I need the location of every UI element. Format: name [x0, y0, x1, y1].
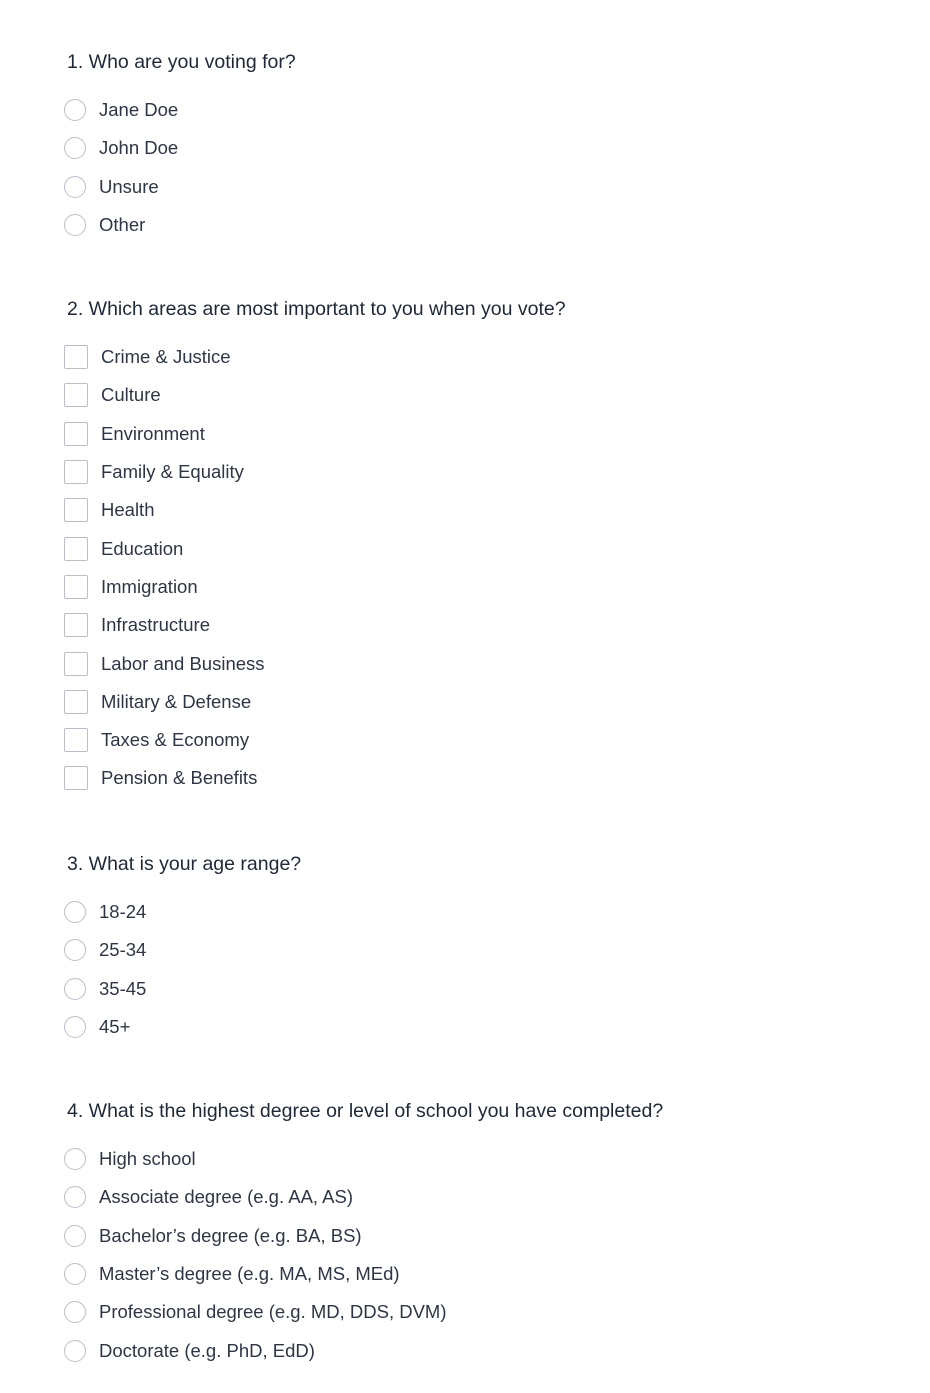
checkbox[interactable] [64, 537, 88, 561]
radio-button[interactable] [64, 901, 86, 923]
radio-button[interactable] [64, 214, 86, 236]
option-professional-degree[interactable] [64, 1293, 884, 1331]
option-label: Doctorate (e.g. PhD, EdD) [99, 1339, 315, 1361]
option-unsure[interactable] [64, 168, 884, 206]
option-label: High school [99, 1148, 196, 1170]
radio-button[interactable] [64, 978, 86, 1000]
radio-button[interactable] [64, 176, 86, 198]
option-label: Crime & Justice [101, 346, 231, 368]
question-title: 4. What is the highest degree or level of school you have completed? [67, 1100, 664, 1122]
option-military-defense[interactable] [64, 683, 884, 721]
option-label: Military & Defense [101, 690, 252, 712]
checkbox[interactable] [64, 422, 88, 446]
option-education[interactable] [64, 529, 884, 567]
option-crime-justice[interactable] [64, 338, 884, 376]
option-25-34[interactable] [64, 931, 884, 969]
option-label: Environment [101, 422, 205, 444]
radio-group [64, 893, 884, 1046]
option-label: Associate degree (e.g. AA, AS) [99, 1186, 354, 1208]
option-health[interactable] [64, 491, 884, 529]
option-label: Jane Doe [99, 99, 179, 121]
checkbox[interactable] [64, 460, 88, 484]
option-john-doe[interactable] [64, 129, 884, 167]
option-label: Other [99, 214, 146, 236]
radio-button[interactable] [64, 939, 86, 961]
option-label: Family & Equality [101, 461, 244, 483]
option-label: 35-45 [99, 977, 147, 999]
option-doctorate[interactable] [64, 1331, 884, 1369]
option-label: Education [101, 537, 184, 559]
radio-button[interactable] [64, 1263, 86, 1285]
option-associate-degree[interactable] [64, 1178, 884, 1216]
option-immigration[interactable] [64, 568, 884, 606]
option-label: Master’s degree (e.g. MA, MS, MEd) [99, 1263, 400, 1285]
option-label: Unsure [99, 175, 159, 197]
option-bachelors-degree[interactable] [64, 1217, 884, 1255]
checkbox[interactable] [64, 766, 88, 790]
option-environment[interactable] [64, 415, 884, 453]
checkbox[interactable] [64, 613, 88, 637]
option-masters-degree[interactable] [64, 1255, 884, 1293]
option-family-equality[interactable] [64, 453, 884, 491]
option-pension-benefits[interactable] [64, 759, 884, 797]
option-label: Pension & Benefits [101, 767, 258, 789]
radio-button[interactable] [64, 99, 86, 121]
radio-group [64, 1140, 884, 1370]
question-1 [64, 49, 884, 244]
option-label: Labor and Business [101, 652, 265, 674]
option-label: Immigration [101, 575, 198, 597]
option-label: 18-24 [99, 901, 147, 923]
option-45-plus[interactable] [64, 1008, 884, 1046]
radio-button[interactable] [64, 1148, 86, 1170]
option-label: Health [101, 499, 155, 521]
checkbox-group [64, 338, 884, 798]
option-label: 45+ [99, 1016, 131, 1038]
radio-button[interactable] [64, 1225, 86, 1247]
option-high-school[interactable] [64, 1140, 884, 1178]
radio-button[interactable] [64, 137, 86, 159]
radio-button[interactable] [64, 1340, 86, 1362]
question-4 [64, 1098, 884, 1370]
option-other[interactable] [64, 206, 884, 244]
radio-button[interactable] [64, 1016, 86, 1038]
question-title: 3. What is your age range? [67, 853, 302, 875]
checkbox[interactable] [64, 383, 88, 407]
question-3 [64, 851, 884, 1046]
checkbox[interactable] [64, 728, 88, 752]
option-label: Professional degree (e.g. MD, DDS, DVM) [99, 1301, 447, 1323]
option-18-24[interactable] [64, 893, 884, 931]
checkbox[interactable] [64, 652, 88, 676]
radio-group [64, 91, 884, 244]
option-taxes-economy[interactable] [64, 721, 884, 759]
option-labor-business[interactable] [64, 644, 884, 682]
checkbox[interactable] [64, 690, 88, 714]
option-label: Taxes & Economy [101, 729, 250, 751]
option-infrastructure[interactable] [64, 606, 884, 644]
question-title: 2. Which areas are most important to you when you vote? [67, 298, 566, 320]
option-label: Infrastructure [101, 614, 210, 636]
option-label: John Doe [99, 137, 179, 159]
radio-button[interactable] [64, 1301, 86, 1323]
question-title: 1. Who are you voting for? [67, 51, 296, 73]
checkbox[interactable] [64, 498, 88, 522]
option-jane-doe[interactable] [64, 91, 884, 129]
option-culture[interactable] [64, 376, 884, 414]
option-35-45[interactable] [64, 970, 884, 1008]
radio-button[interactable] [64, 1186, 86, 1208]
option-label: Bachelor’s degree (e.g. BA, BS) [99, 1224, 362, 1246]
checkbox[interactable] [64, 345, 88, 369]
checkbox[interactable] [64, 575, 88, 599]
question-2 [64, 296, 884, 798]
option-label: Culture [101, 384, 161, 406]
option-label: 25-34 [99, 939, 147, 961]
